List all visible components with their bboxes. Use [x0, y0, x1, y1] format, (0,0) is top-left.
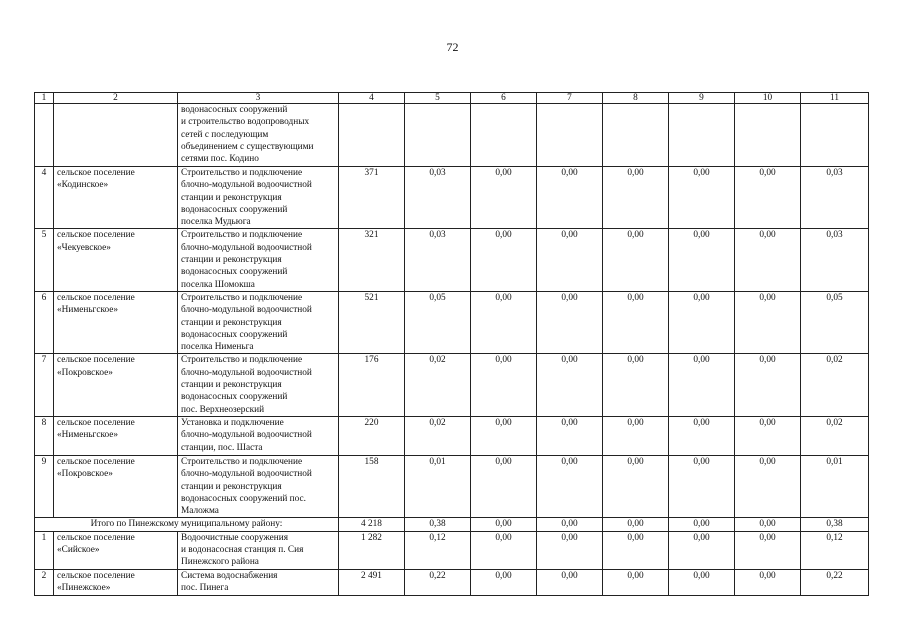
- settlement-cell: сельское поселение «Нименьгское»: [54, 416, 178, 455]
- value-cell: 220: [339, 416, 405, 455]
- value-cell: 0,22: [801, 569, 869, 595]
- settlement-cell: сельское поселение «Кодинское»: [54, 167, 178, 229]
- table-row: [35, 455, 869, 517]
- value-cell: 0,00: [537, 354, 603, 416]
- row-number-cell: 5: [35, 229, 54, 291]
- value-cell: 0,00: [735, 167, 801, 229]
- value-cell: 321: [339, 229, 405, 291]
- value-cell: 0,05: [801, 291, 869, 353]
- value-cell: 0,00: [537, 531, 603, 569]
- value-cell: 0,00: [669, 291, 735, 353]
- value-cell: 0,00: [735, 531, 801, 569]
- total-value-cell: 0,38: [405, 518, 471, 531]
- value-cell: 0,00: [735, 569, 801, 595]
- table-row: [35, 291, 869, 353]
- total-value-cell: 0,38: [801, 518, 869, 531]
- value-cell: 0,00: [669, 229, 735, 291]
- value-cell: 0,00: [735, 291, 801, 353]
- value-cell: 0,00: [537, 229, 603, 291]
- total-label: Итого по Пинежскому муниципальному району:: [35, 518, 339, 531]
- value-cell: 2 491: [339, 569, 405, 595]
- value-cell: 0,00: [471, 291, 537, 353]
- value-cell: 0,00: [471, 416, 537, 455]
- column-header: 7: [537, 93, 603, 104]
- total-value-cell: 4 218: [339, 518, 405, 531]
- row-number-cell: 6: [35, 291, 54, 353]
- value-cell: 0,00: [669, 455, 735, 517]
- value-cell: 0,12: [801, 531, 869, 569]
- object-cell: Установка и подключение блочно-модульной водоочистной станции, пос. Шаста: [178, 416, 339, 455]
- value-cell: 371: [339, 167, 405, 229]
- value-cell: 0,00: [735, 416, 801, 455]
- column-header: 2: [54, 93, 178, 104]
- value-cell: 0,02: [801, 354, 869, 416]
- object-cell: Строительство и подключение блочно-модульной водоочистной станции и реконструкция водонасосных сооружений поселка Нименьга: [178, 291, 339, 353]
- value-cell: 0,02: [405, 354, 471, 416]
- object-cell: Строительство и подключение блочно-модульной водоочистной станции и реконструкция водонасосных сооружений пос. Маложма: [178, 455, 339, 517]
- value-cell: 0,00: [603, 354, 669, 416]
- continuation-row: [35, 104, 869, 167]
- object-cell: Строительство и подключение блочно-модульной водоочистной станции и реконструкция водонасосных сооружений пос. Верхнеозерский: [178, 354, 339, 416]
- value-cell: 0,00: [735, 455, 801, 517]
- row-number-cell: 4: [35, 167, 54, 229]
- value-cell: 0,00: [735, 229, 801, 291]
- column-header: 3: [178, 93, 339, 104]
- table-header-row: [35, 93, 869, 104]
- object-cell: Водоочистные сооружения и водонасосная станция п. Сия Пинежского района: [178, 531, 339, 569]
- value-cell: 0,00: [471, 569, 537, 595]
- value-cell: 0,02: [405, 416, 471, 455]
- settlement-cell: сельское поселение «Чекуевское»: [54, 229, 178, 291]
- value-cell: 0,00: [537, 455, 603, 517]
- total-value-cell: 0,00: [669, 518, 735, 531]
- total-value-cell: 0,00: [537, 518, 603, 531]
- value-cell: 176: [339, 354, 405, 416]
- settlement-cell: сельское поселение «Покровское»: [54, 354, 178, 416]
- value-cell: 0,02: [801, 416, 869, 455]
- value-cell: 0,00: [735, 354, 801, 416]
- table-row: [35, 569, 869, 595]
- column-header: 5: [405, 93, 471, 104]
- value-cell: 0,03: [801, 229, 869, 291]
- value-cell: 0,00: [669, 167, 735, 229]
- value-cell: 0,03: [405, 167, 471, 229]
- settlement-cell: сельское поселение «Сийское»: [54, 531, 178, 569]
- value-cell: 1 282: [339, 531, 405, 569]
- value-cell: 0,00: [603, 531, 669, 569]
- column-header: 8: [603, 93, 669, 104]
- value-cell: 0,00: [471, 354, 537, 416]
- settlement-cell: сельское поселение «Пинежское»: [54, 569, 178, 595]
- value-cell: 0,00: [471, 455, 537, 517]
- total-value-cell: 0,00: [471, 518, 537, 531]
- value-cell: 0,00: [603, 167, 669, 229]
- value-cell: 0,00: [669, 569, 735, 595]
- object-cell: Строительство и подключение блочно-модульной водоочистной станции и реконструкция водонасосных сооружений поселка Шомокша: [178, 229, 339, 291]
- value-cell: 0,00: [471, 229, 537, 291]
- value-cell: 0,00: [537, 167, 603, 229]
- column-header: 4: [339, 93, 405, 104]
- value-cell: 0,00: [603, 455, 669, 517]
- column-header: 10: [735, 93, 801, 104]
- column-header: 11: [801, 93, 869, 104]
- value-cell: 0,00: [603, 291, 669, 353]
- value-cell: 158: [339, 455, 405, 517]
- column-header: 6: [471, 93, 537, 104]
- settlement-cell: сельское поселение «Покровское»: [54, 455, 178, 517]
- page-number: 72: [446, 40, 459, 54]
- value-cell: 0,12: [405, 531, 471, 569]
- table-row: [35, 416, 869, 455]
- settlement-cell: сельское поселение «Нименьгское»: [54, 291, 178, 353]
- data-table: [34, 92, 869, 596]
- object-cell: Система водоснабжения пос. Пинега: [178, 569, 339, 595]
- object-cell: водонасосных сооружений и строительство водопроводных сетей с последующим объединением с существующими сетями пос. Кодино: [178, 104, 339, 167]
- total-value-cell: 0,00: [603, 518, 669, 531]
- column-header: 9: [669, 93, 735, 104]
- value-cell: 0,00: [537, 291, 603, 353]
- table-row: [35, 354, 869, 416]
- value-cell: 0,00: [537, 416, 603, 455]
- value-cell: 0,01: [801, 455, 869, 517]
- value-cell: 0,00: [603, 229, 669, 291]
- row-number-cell: 2: [35, 569, 54, 595]
- value-cell: 0,03: [405, 229, 471, 291]
- value-cell: 0,00: [669, 416, 735, 455]
- value-cell: 0,00: [669, 531, 735, 569]
- value-cell: 0,22: [405, 569, 471, 595]
- value-cell: 0,00: [603, 416, 669, 455]
- column-header: 1: [35, 93, 54, 104]
- value-cell: 521: [339, 291, 405, 353]
- row-number-cell: 7: [35, 354, 54, 416]
- table-row: [35, 229, 869, 291]
- total-row: [35, 518, 869, 531]
- total-value-cell: 0,00: [735, 518, 801, 531]
- table-row: [35, 531, 869, 569]
- table-row: [35, 167, 869, 229]
- value-cell: 0,01: [405, 455, 471, 517]
- value-cell: 0,03: [801, 167, 869, 229]
- value-cell: 0,00: [471, 167, 537, 229]
- row-number-cell: 8: [35, 416, 54, 455]
- row-number-cell: 9: [35, 455, 54, 517]
- value-cell: 0,05: [405, 291, 471, 353]
- value-cell: 0,00: [669, 354, 735, 416]
- value-cell: 0,00: [603, 569, 669, 595]
- object-cell: Строительство и подключение блочно-модульной водоочистной станции и реконструкция водонасосных сооружений поселка Мудьюга: [178, 167, 339, 229]
- row-number-cell: 1: [35, 531, 54, 569]
- value-cell: 0,00: [471, 531, 537, 569]
- value-cell: 0,00: [537, 569, 603, 595]
